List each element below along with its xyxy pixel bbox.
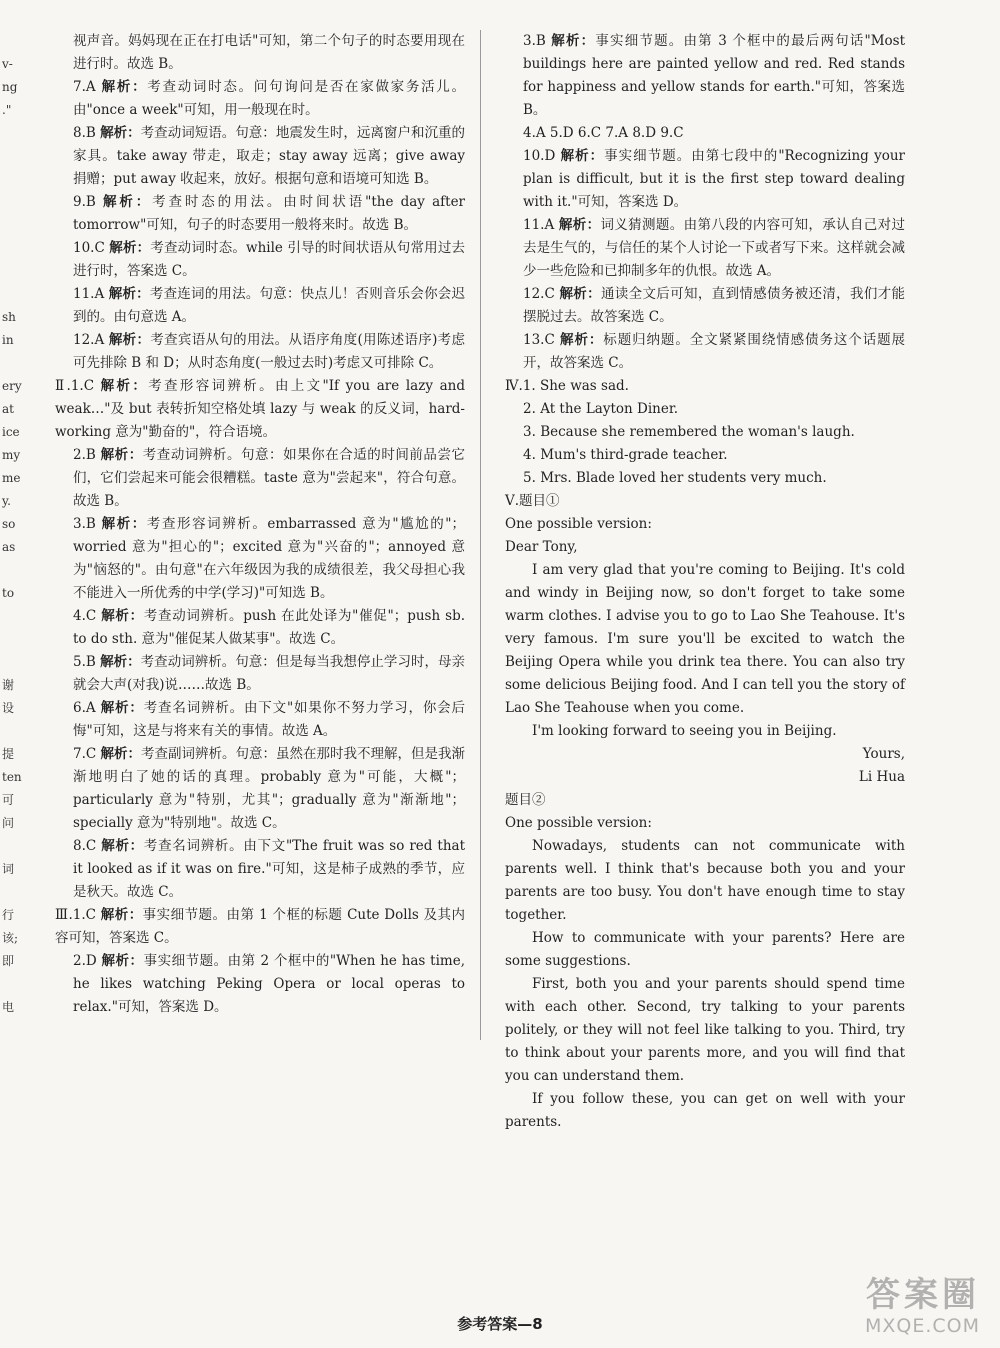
answer-number: 3.B [523, 33, 546, 49]
essay-two-title: 题目② [505, 792, 546, 808]
margin-fragment: 电 [2, 1000, 15, 1014]
margin-fragment: my [2, 448, 21, 462]
margin-fragment: v- [2, 57, 13, 71]
answer-number: 4.A 5.D 6.C 7.A 8.D 9.C [523, 125, 684, 141]
section-numeral: Ⅲ. [55, 907, 73, 923]
answer-text: 考查连词的用法。句意：快点儿！否则音乐会你会迟到的。由句意选 A。 [73, 286, 466, 325]
answer-item [55, 904, 465, 950]
answer-number: 7.A [73, 79, 96, 95]
margin-fragment: at [2, 402, 14, 416]
answer-text: 视声音。妈妈现在正在打电话"可知，第二个句子的时态要用现在进行时。故选 B。 [73, 33, 465, 72]
analysis-label: 解析： [108, 332, 151, 348]
answer-item [55, 605, 465, 651]
answer-text: 通读全文后可知，直到情感债务被还清，我们才能摆脱过去。故答案选 C。 [523, 286, 906, 325]
margin-fragment: as [2, 540, 16, 554]
answer-text: Mum's third-grade teacher. [540, 447, 728, 463]
margin-fragment: to [2, 586, 15, 600]
answer-number: 3.B [73, 516, 96, 532]
answer-item [505, 145, 905, 214]
analysis-label: 解析： [560, 148, 605, 164]
watermark-logo [800, 1275, 980, 1345]
section-numeral: Ⅱ. [55, 378, 71, 394]
answer-item [505, 467, 905, 490]
answer-text: 标题归纳题。全文紧紧围绕情感债务这个话题展开，故答案选 C。 [523, 332, 906, 371]
answer-item [505, 444, 905, 467]
margin-fragment: ery [2, 379, 22, 393]
analysis-label: 解析： [103, 194, 153, 210]
answer-text: Mrs. Blade loved her students very much. [540, 470, 827, 486]
answer-item [505, 214, 905, 283]
answer-text: 考查形容词辨析。embarrassed 意为"尴尬的"；worried 意为"担心的"；excited 意为"兴奋的"；annoyed 意为"恼怒的"。由句意"在六年级因为我的成绩很差，我父母担心我不能进入一所优秀的中学(学习)"可知选 B。 [73, 516, 465, 601]
margin-fragment: ten [2, 770, 22, 784]
margin-fragment: me [2, 471, 21, 485]
essay-two-paragraph: Nowadays, students can not communicate with parents well. I think that's because both you and your parents are too busy. You don't have enough time to stay together. [505, 838, 905, 923]
answer-item [55, 283, 465, 329]
answer-item [505, 283, 905, 329]
answer-text: Because she remembered the woman's laugh. [540, 424, 855, 440]
answer-number: 6.A [73, 700, 96, 716]
answer-number: 4. [523, 447, 536, 463]
answer-item [55, 513, 465, 605]
answer-item [55, 329, 465, 375]
analysis-label: 解析： [101, 953, 144, 969]
answer-text: 题目① [519, 493, 560, 509]
answer-item [55, 651, 465, 697]
margin-fragment: 即 [2, 954, 15, 968]
margin-fragment: y. [2, 494, 11, 508]
answer-text: At the Layton Diner. [540, 401, 679, 417]
margin-fragment: ice [2, 425, 20, 439]
analysis-label: 解析： [560, 332, 604, 348]
analysis-label: 解析： [100, 125, 141, 141]
analysis-label: 解析： [551, 33, 596, 49]
analysis-label: 解析： [100, 907, 143, 923]
margin-fragment: 问 [2, 816, 15, 830]
margin-fragment: 行 [2, 908, 15, 922]
answer-text: 考查动词时态。问句询问是否在家做家务活儿。由"once a week"可知，用一般现在时。 [73, 79, 466, 118]
page-footer: 参考答案—8 [457, 1315, 543, 1333]
essay-one-greeting: Dear Tony, [505, 539, 578, 555]
answer-number: 11.A [73, 286, 105, 302]
analysis-label: 解析： [559, 286, 601, 302]
margin-fragment: 可 [2, 793, 15, 807]
section-numeral: Ⅴ. [505, 493, 520, 509]
margin-fragment: in [2, 333, 14, 347]
answer-text: 考查副词辨析。句意：虽然在那时我不理解，但是我渐渐地明白了她的话的真理。probably 意为"可能，大概"；particularly 意为"特别，尤其"；gradually 意为"渐渐地"；specially 意为"特别地"。故选 C。 [73, 746, 466, 831]
essay-one-closing: Yours, [862, 746, 905, 762]
margin-fragment: so [2, 517, 16, 531]
answer-number: 5. [523, 470, 536, 486]
essay-one [505, 513, 905, 789]
answer-text: 考查宾语从句的用法。从语序角度(用陈述语序)考虑可先排除 B 和 D；从时态角度(一般过去时)考虑又可排除 C。 [73, 332, 465, 371]
answer-item [505, 398, 905, 421]
margin-fragment: 设 [2, 701, 15, 715]
answer-number: 7.C [73, 746, 97, 762]
answer-number: 4.C [73, 608, 97, 624]
answer-number: 2.D [73, 953, 97, 969]
answer-number: 10.C [73, 240, 105, 256]
answer-number: 1.C [72, 907, 96, 923]
answer-item [55, 237, 465, 283]
margin-fragment: ." [2, 103, 12, 117]
answer-number: 5.B [73, 654, 96, 670]
analysis-label: 解析： [558, 217, 601, 233]
analysis-label: 解析： [100, 746, 142, 762]
answer-item [55, 950, 465, 1019]
answer-item [505, 421, 905, 444]
answer-number: 9.B [73, 194, 96, 210]
margin-fragment: 提 [2, 747, 15, 761]
answer-item [55, 835, 465, 904]
answer-number: 1.C [70, 378, 95, 394]
watermark-cn: 答案圈 [866, 1275, 980, 1315]
essay-one-signature: Li Hua [858, 769, 905, 785]
margin-fragment: ng [2, 80, 18, 94]
answer-number: 8.B [73, 125, 96, 141]
answer-number: 3. [523, 424, 536, 440]
answer-text: 考查时态的用法。由时间状语"the day after tomorrow"可知，句子的时态要用一般将来时。故选 B。 [73, 194, 466, 233]
answer-item [505, 375, 905, 398]
answer-number: 2. [523, 401, 536, 417]
answer-column-right [505, 30, 905, 1134]
answer-item [55, 697, 465, 743]
answer-number: 8.C [73, 838, 97, 854]
analysis-label: 解析： [109, 240, 151, 256]
answer-text: She was sad. [539, 378, 629, 394]
answer-text: 考查形容词辨析。由上文"If you are lazy and weak…"及 but 表转折知空格处填 lazy 与 weak 的反义词，hard-working 意为"勤奋的"，符合语境。 [55, 378, 465, 440]
answer-item [505, 122, 905, 145]
analysis-label: 解析： [101, 516, 147, 532]
answer-number: 12.C [523, 286, 555, 302]
answer-number: 10.D [523, 148, 556, 164]
margin-fragment: sh [2, 310, 16, 324]
answer-number: 13.C [523, 332, 555, 348]
answer-column-left [55, 30, 465, 1019]
answer-item [55, 191, 465, 237]
answer-item [55, 30, 465, 76]
answer-text: 考查动词辨析。句意：如果你在合适的时间前品尝它们，它们尝起来可能会很糟糕。taste 意为"尝起来"，符合句意。故选 B。 [73, 447, 466, 509]
answer-item [55, 743, 465, 835]
essay-two-intro: One possible version: [505, 815, 652, 831]
answer-text: 考查名词辨析。由下文"如果你不努力学习，你会后悔"可知，这是与将来有关的事情。故选 A。 [73, 700, 466, 739]
analysis-label: 解析： [100, 447, 143, 463]
answer-text: 考查动词辨析。push 在此处译为"催促"；push sb. to do sth. 意为"催促某人做某事"。故选 C。 [73, 608, 466, 647]
margin-fragment: 词 [2, 862, 15, 876]
analysis-label: 解析： [101, 608, 144, 624]
answer-text: 事实细节题。由第七段中的"Recognizing your plan is difficult, but it is the first step toward dealing with it."可知，答案选 D。 [523, 148, 906, 210]
answer-number: 2.B [73, 447, 96, 463]
answer-number: 12.A [73, 332, 105, 348]
answer-text: 词义猜测题。由第八段的内容可知，承认自己对过去是生气的，与信任的某个人讨论一下或者写下来。这样就会减少一些危险和已抑制多年的仇恨。故选 A。 [523, 217, 905, 279]
answer-text: 考查名词辨析。由下文"The fruit was so red that it looked as if it was on fire."可知，这是柿子成熟的季节，应是秋天。故选 C。 [73, 838, 466, 900]
essay-two-paragraph: How to communicate with your parents? Here are some suggestions. [505, 930, 905, 969]
answer-item [55, 444, 465, 513]
answer-number: 1. [522, 378, 536, 394]
analysis-label: 解析： [100, 700, 144, 716]
answer-item [55, 76, 465, 122]
answer-item [505, 490, 905, 513]
answer-text: 事实细节题。由第 3 个框中的最后两句话"Most buildings here are painted yellow and red. Red stands for happiness and yellow stands for earth."可知，答案选 B。 [523, 33, 906, 118]
left-margin-fragments [0, 30, 20, 1050]
essay-two-paragraph: If you follow these, you can get on well with your parents. [505, 1091, 905, 1130]
essay-two [505, 789, 905, 1134]
margin-fragment: 谢 [2, 678, 15, 692]
essay-one-intro: One possible version: [505, 516, 652, 532]
essay-one-paragraph: I am very glad that you're coming to Beijing. It's cold and windy in Beijing now, so don't forget to take some warm clothes. I advise you to go to Lao She Teahouse. It's very famous. I'm sure you'll be excited to watch the Beijing Opera while you drink tea there. You can also try some delicious Beijing food. And I can tell you the story of Lao She Teahouse when you come. [505, 562, 905, 716]
answer-text: 考查动词辨析。句意：但是每当我想停止学习时，母亲就会大声(对我)说……故选 B。 [73, 654, 466, 693]
watermark-en: MXQE.COM [864, 1315, 980, 1337]
answer-item [505, 329, 905, 375]
answer-item [55, 122, 465, 191]
answer-item [505, 30, 905, 122]
answer-number: 11.A [523, 217, 555, 233]
analysis-label: 解析： [101, 79, 148, 95]
essay-one-paragraph: I'm looking forward to seeing you in Beijing. [532, 723, 837, 739]
section-numeral: Ⅳ. [505, 378, 523, 394]
answer-text: 考查动词短语。句意：地震发生时，远离窗户和沉重的家具。take away 带走，取走；stay away 远离；give away 捐赠；put away 收起来，放好。根据句意和语境可知选 B。 [73, 125, 466, 187]
essay-two-paragraph: First, both you and your parents should spend time with each other. Second, try talking to your parents politely, or they will not feel like talking to you. Third, try to think about your parents more, and you will find that you can understand them. [505, 976, 905, 1084]
analysis-label: 解析： [100, 378, 149, 394]
answer-text: 考查动词时态。while 引导的时间状语从句常用过去进行时，答案选 C。 [73, 240, 465, 279]
analysis-label: 解析： [101, 838, 144, 854]
column-divider [480, 30, 481, 1040]
margin-fragment: 该; [2, 931, 19, 945]
analysis-label: 解析： [100, 654, 141, 670]
answer-text: 事实细节题。由第 2 个框中的"When he has time, he likes watching Peking Opera or local operas to relax."可知，答案选 D。 [73, 953, 465, 1015]
answer-text: 事实细节题。由第 1 个框的标题 Cute Dolls 及其内容可知，答案选 C。 [55, 907, 466, 946]
answer-item [55, 375, 465, 444]
analysis-label: 解析： [108, 286, 150, 302]
